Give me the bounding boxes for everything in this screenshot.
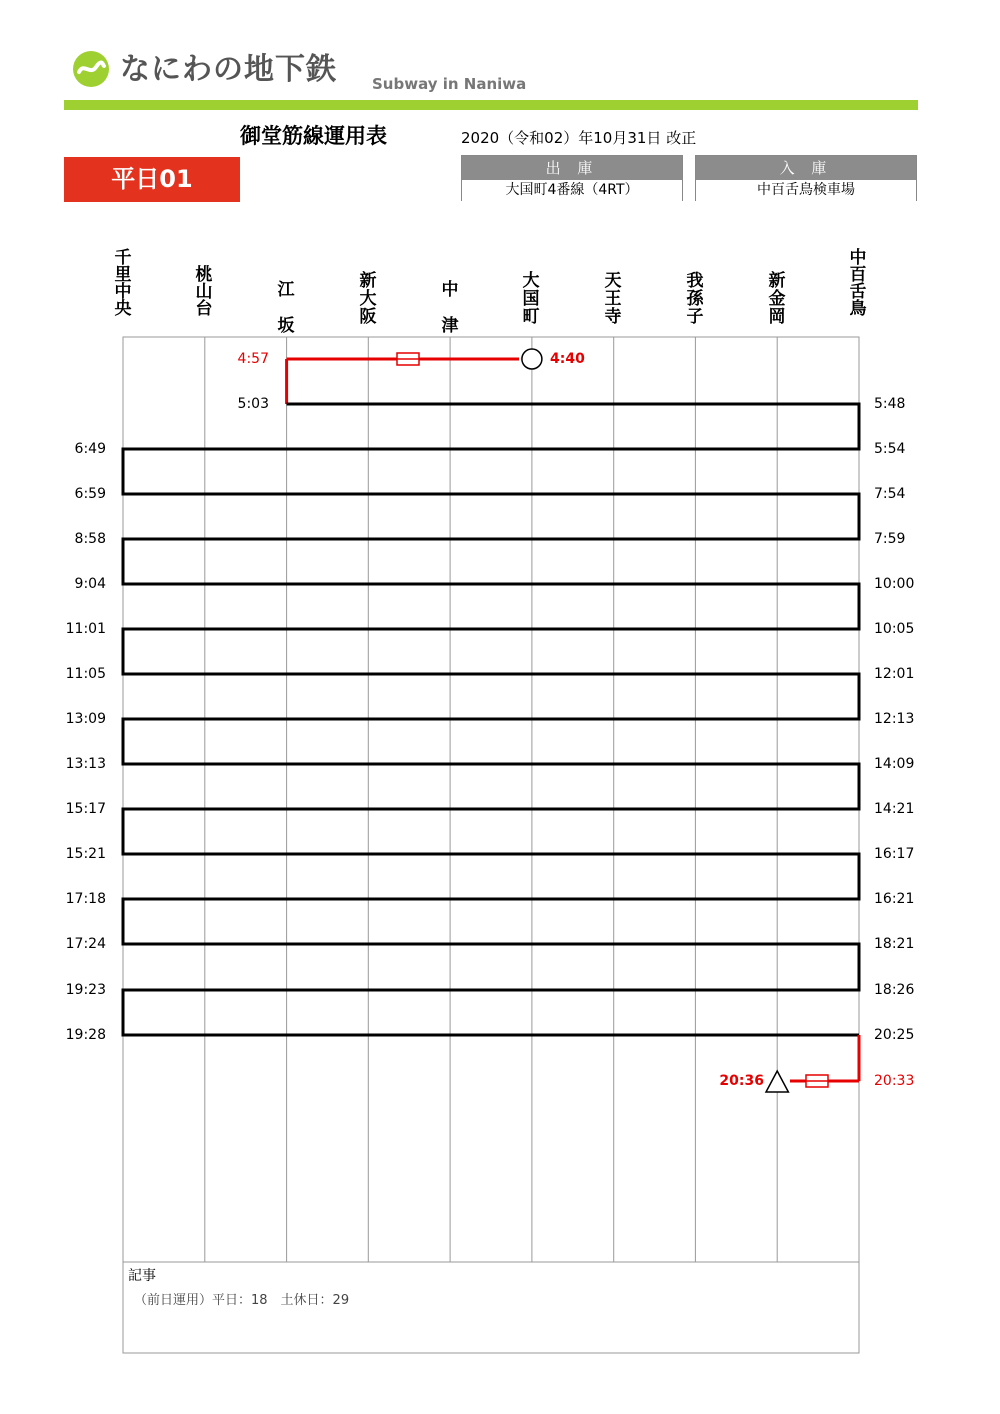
station-daikokucho: 大国町 — [522, 271, 540, 327]
time-label: 8:58 — [74, 531, 106, 547]
station-esaka: 江坂 — [277, 280, 295, 336]
time-label: 6:59 — [74, 486, 106, 502]
service-run-path — [123, 404, 859, 1035]
page-title: 御堂筋線運用表 — [240, 124, 387, 148]
time-label: 11:01 — [65, 621, 106, 637]
time-label: 18:26 — [874, 982, 915, 998]
time-label: 7:54 — [874, 486, 906, 502]
time-label: 5:54 — [874, 441, 906, 457]
diagram-frame — [123, 337, 859, 1353]
time-label: 7:59 — [874, 531, 906, 547]
time-label: 6:49 — [74, 441, 106, 457]
brand-subtitle: Subway in Naniwa — [372, 75, 527, 93]
revision-date: 2020（令和02）年10月31日 改正 — [461, 129, 697, 147]
time-label: 4:40 — [550, 351, 585, 367]
time-label: 13:13 — [65, 756, 106, 772]
time-label: 15:17 — [65, 801, 106, 817]
depot-in-label: 入 庫 — [696, 156, 916, 180]
time-label: 10:00 — [874, 576, 915, 592]
time-label: 19:28 — [65, 1027, 106, 1043]
depot-in-value: 中百舌鳥検車場 — [696, 180, 916, 201]
time-label: 4:57 — [237, 351, 269, 367]
diagram-grid — [123, 337, 859, 1353]
depot-start-circle-icon — [522, 349, 542, 369]
notes-title: 記事 — [128, 1268, 156, 1284]
time-label: 12:01 — [874, 666, 915, 682]
station-tennoji: 天王寺 — [604, 271, 622, 327]
station-nakatsu: 中津 — [441, 280, 459, 336]
station-senri-chuo: 千里中央 — [114, 248, 132, 319]
time-label: 5:03 — [237, 396, 269, 412]
notes-text: （前日運用）平日：18 土休日：29 — [134, 1293, 350, 1308]
time-label: 20:33 — [874, 1073, 915, 1089]
time-label: 12:13 — [874, 711, 915, 727]
day-badge: 平日01 — [64, 157, 240, 202]
depot-in-run — [790, 1035, 859, 1081]
time-label: 20:25 — [874, 1027, 915, 1043]
time-label: 17:24 — [65, 936, 106, 952]
station-momoyamadai: 桃山台 — [195, 265, 213, 319]
time-label: 16:21 — [874, 891, 915, 907]
station-nakamozu: 中百舌鳥 — [849, 248, 867, 319]
time-label: 13:09 — [65, 711, 106, 727]
station-shin-osaka: 新大阪 — [359, 271, 377, 327]
time-label: 18:21 — [874, 936, 915, 952]
time-label: 15:21 — [65, 846, 106, 862]
time-label: 14:09 — [874, 756, 915, 772]
time-label: 19:23 — [65, 982, 106, 998]
time-label: 16:17 — [874, 846, 915, 862]
time-label: 9:04 — [74, 576, 106, 592]
brand-name: なにわの地下鉄 — [120, 52, 337, 87]
time-label: 11:05 — [65, 666, 106, 682]
depot-out-label: 出 庫 — [462, 156, 682, 180]
station-abiko: 我孫子 — [686, 271, 704, 327]
depot-end-triangle-icon — [766, 1071, 788, 1092]
time-label: 20:36 — [719, 1073, 764, 1089]
station-shin-kanaoka: 新金岡 — [768, 271, 786, 327]
depot-out-value: 大国町4番線（4RT） — [462, 180, 682, 201]
time-label: 14:21 — [874, 801, 915, 817]
time-label: 10:05 — [874, 621, 915, 637]
time-label: 5:48 — [874, 396, 906, 412]
time-label: 17:18 — [65, 891, 106, 907]
